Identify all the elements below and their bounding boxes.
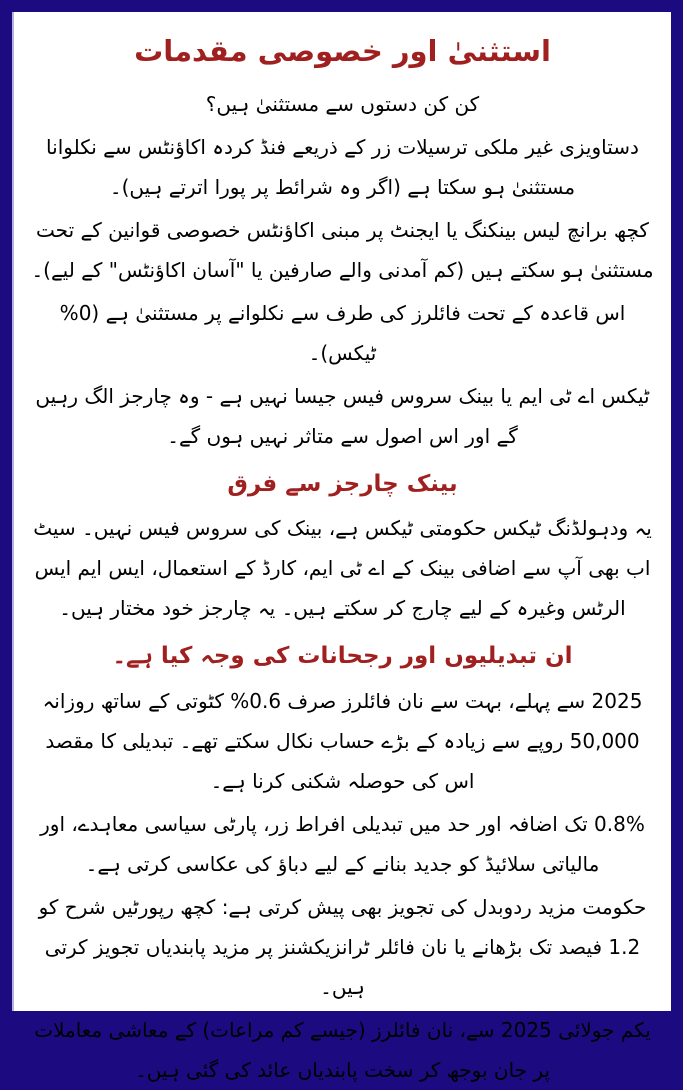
page-title: استثنیٰ اور خصوصی مقدمات [134,34,551,68]
paragraph-rate-increase: 0.8% تک اضافہ اور حد میں تبدیلی افراط زر، پارٹی سیاسی معاہدے، اور مالیاتی سلائیڈ کو جدید بنانے کے لیے دباؤ کی عکاسی کرتی ہے۔ [40,812,645,877]
section-heading-reasons: ان تبدیلیوں اور رجحانات کی وجہ کیا ہے۔ [112,643,573,670]
subheading-question: کن کن دستوں سے مستثنیٰ ہیں؟ [205,91,480,116]
paragraph-before-2025: 2025 سے پہلے، بہت سے نان فائلرز صرف 0.6% کٹوتی کے ساتھ روزانہ 50,000 روپے سے زیادہ کے بڑے حساب نکال سکتے تھے۔ تبدیلی کا مقصد اس کی حوصلہ شکنی کرنا ہے۔ [42,689,643,794]
paragraph-government-proposals: حکومت مزید ردوبدل کی تجویز بھی پیش کرتی ہے: کچھ رپورٹیں شرح کو 1.2 فیصد تک بڑھانے یا نان فائلر ٹرانزیکشنز پر مزید پابندیاں تجویز کرتی ہیں۔ [38,895,647,1000]
paragraph-atm-service-fee: ٹیکس اے ٹی ایم یا بینک سروس فیس جیسا نہیں ہے - وہ چارجز الگ رہیں گے اور اس اصول سے متاثر نہیں ہوں گے۔ [35,383,650,448]
paragraph-withholding-vs-fees: یہ ودہولڈنگ ٹیکس حکومتی ٹیکس ہے، بینک کی سروس فیس نہیں۔ سیٹ اب بھی آپ سے اضافی بینک کے اے ٹی ایم، کارڈ کے استعمال، ایس ایم ایس الرٹس وغیرہ کے لیے چارج کر سکتے ہیں۔ یہ چارجز خود مختار ہیں۔ [33,516,652,621]
paragraph-july-2025-restrictions: یکم جولائی 2025 سے، نان فائلرز (جیسے کم مراعات) کے معاشی معاملات پر جان بوجھ کر سخت پابندیاں عائد کی گئی ہیں۔ [34,1018,651,1083]
paragraph-branchless-banking: کچھ برانچ لیس بینکنگ یا ایجنٹ پر مبنی اکاؤنٹس خصوصی قوانین کے تحت مستثنیٰ ہو سکتے ہیں (کم آمدنی والے صارفین یا "آسان اکاؤنٹس" کے لیے)۔ [31,217,654,282]
paragraph-remittance-exemption: دستاویزی غیر ملکی ترسیلات زر کے ذریعے فنڈ کردہ اکاؤنٹس سے نکلوانا مستثنیٰ ہو سکتا ہے (اگر وہ شرائط پر پورا اترتے ہیں)۔ [46,134,639,199]
section-heading-bank-charges: بینک چارجز سے فرق [227,470,458,497]
document-page [12,12,671,1083]
paragraph-filers-zero-tax: اس قاعدہ کے تحت فائلرز کی طرف سے نکلوانے پر مستثنیٰ ہے (0% ٹیکس)۔ [59,300,626,365]
